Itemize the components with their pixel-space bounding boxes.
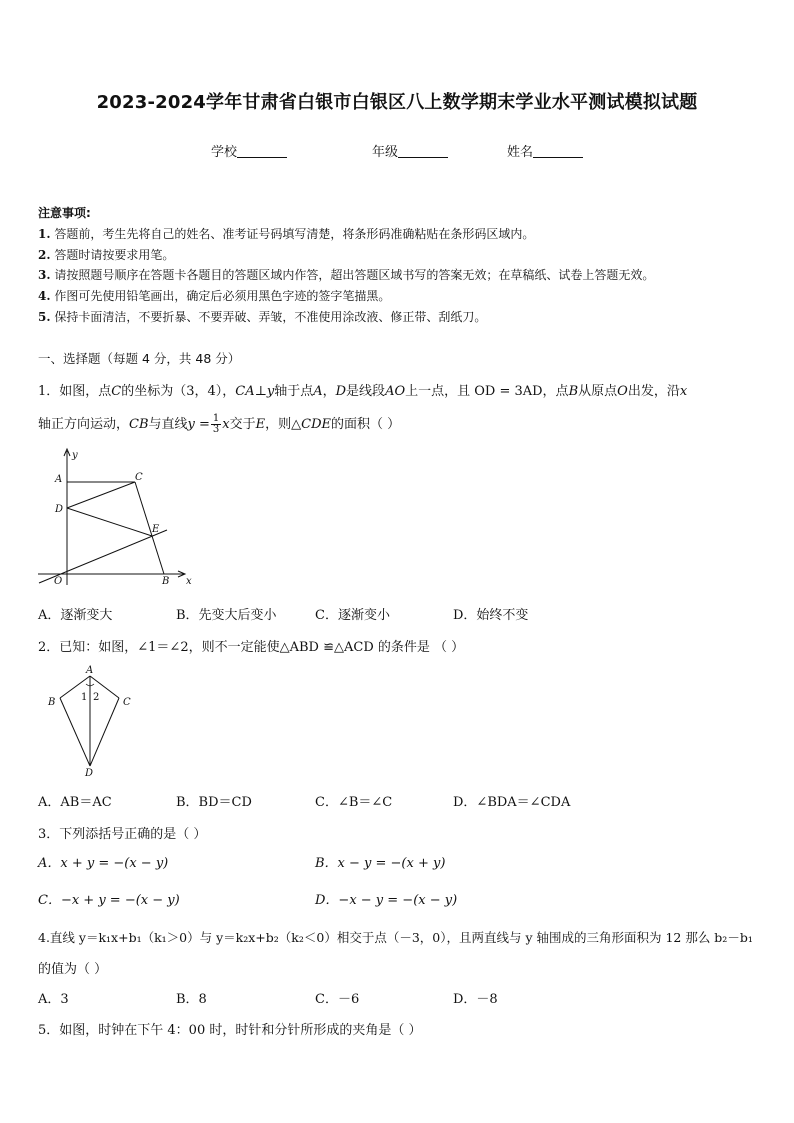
school-blank [237, 144, 287, 158]
q1-text: 是线段 [346, 384, 386, 399]
point-e-label: E [255, 417, 266, 432]
exam-title: 2023-2024学年甘肃省白银市白银区八上数学期末学业水平测试模拟试题 [96, 92, 698, 113]
q1-text: 1．如图，点 [38, 384, 112, 399]
note-text: 保持卡面清洁，不要折暴、不要弄破、弄皱，不准使用涂改液、修正带、刮纸刀。 [54, 310, 487, 324]
note-number: 3. [38, 268, 51, 282]
section-heading: 一、选择题（每题 4 分，共 48 分） [38, 351, 241, 366]
point-b-label: B [568, 384, 579, 399]
fig-label-x: x [186, 576, 192, 587]
fraction-numerator: 1 [212, 413, 220, 424]
note-number: 2. [38, 248, 51, 262]
q4-option-a[interactable]: A．3 [38, 992, 69, 1007]
note-item [38, 308, 486, 325]
note-text: 请按照题号顺序在答题卡各题目的答题区域内作答，超出答题区域书写的答案无效；在草稿纸、试卷上答题无效。 [54, 268, 655, 282]
question-4-line-2: 的值为（ ） [38, 962, 108, 977]
question-3-text: 3．下列添括号正确的是（ ） [38, 827, 207, 842]
question-5-text: 5．如图，时钟在下午 4：00 时，时针和分针所形成的夹角是（ ） [38, 1023, 422, 1038]
q1-option-d[interactable]: D．始终不变 [453, 608, 529, 623]
q3-option-a[interactable]: A．x + y = −(x − y) [38, 856, 169, 871]
segment-dc [67, 482, 135, 508]
x-axis-label: x [679, 384, 688, 399]
question-1-line-2 [38, 413, 400, 435]
q4-option-b[interactable]: B．8 [176, 992, 207, 1007]
q1-option-b[interactable]: B．先变大后变小 [176, 608, 277, 623]
note-item [38, 225, 534, 242]
note-item [38, 246, 174, 263]
note-text: 答题时请按要求用笔。 [54, 248, 175, 262]
q2-option-d[interactable]: D．∠BDA＝∠CDA [453, 795, 571, 810]
q1-text: 与直线 [148, 417, 188, 432]
angle-2-arc [90, 684, 94, 686]
fig-label-a: A [55, 474, 63, 485]
name-label: 姓名 [507, 145, 534, 160]
point-o-label: O [617, 384, 628, 399]
angle-1-arc [86, 684, 90, 686]
fig-label-e: E [152, 524, 160, 535]
fig-label-a: A [86, 665, 94, 676]
q4-option-c[interactable]: C．－6 [315, 992, 360, 1007]
name-blank [533, 144, 583, 158]
fraction-denominator: 3 [212, 424, 220, 435]
q4-option-d[interactable]: D．－8 [453, 992, 498, 1007]
note-text: 作图可先使用铅笔画出，确定后必须用黑色字迹的签字笔描黑。 [54, 289, 391, 303]
note-number: 4. [38, 289, 51, 303]
q1-text: ， [322, 384, 336, 399]
q1-text: 上一点，且 OD = 3AD，点 [405, 384, 569, 399]
segment-cb-label: CB [129, 417, 149, 432]
q2-option-b[interactable]: B．BD＝CD [176, 795, 252, 810]
perpendicular-expr: CA⊥y [235, 384, 275, 399]
school-field [211, 141, 287, 160]
fig-label-d: D [55, 504, 64, 515]
point-c-label: C [111, 384, 122, 399]
grade-blank [398, 144, 448, 158]
x-variable: x [222, 417, 230, 432]
q1-text: 轴正方向运动， [38, 417, 130, 432]
q1-text: 从原点 [578, 384, 618, 399]
q1-text: 轴于点 [274, 384, 314, 399]
q2-option-c[interactable]: C．∠B＝∠C [315, 795, 393, 810]
q3-option-c[interactable]: C．−x + y = −(x − y) [38, 893, 180, 908]
note-number: 5. [38, 310, 51, 324]
q1-text: 交于 [229, 417, 256, 432]
q3-option-d[interactable]: D．−x − y = −(x − y) [315, 893, 458, 908]
triangle-cde-label: CDE [301, 417, 331, 432]
segment-ao-label: AO [385, 384, 406, 399]
fig-angle-2: 2 [93, 692, 100, 703]
q1-option-c[interactable]: C．逐渐变小 [315, 608, 390, 623]
fig-label-o: O [54, 576, 63, 587]
note-number: 1. [38, 227, 51, 241]
line-equation-lhs: y = [187, 417, 210, 432]
name-field [507, 141, 583, 160]
q1-option-a[interactable]: A．逐渐变大 [38, 608, 113, 623]
point-d-label: D [335, 384, 347, 399]
grade-field [372, 141, 448, 160]
q1-text: 出发，沿 [627, 384, 680, 399]
fig-label-c: C [135, 472, 143, 483]
segment-bd [60, 698, 90, 766]
fraction-one-third [211, 414, 221, 435]
note-item [38, 266, 654, 283]
q1-text: ，则△ [265, 417, 302, 432]
grade-label: 年级 [372, 145, 399, 160]
note-text: 答题前，考生先将自己的姓名、准考证号码填写清楚，将条形码准确粘贴在条形码区域内。 [54, 227, 535, 241]
segment-de [67, 508, 152, 536]
note-item [38, 287, 390, 304]
q1-coordinate-figure [34, 447, 200, 591]
notes-heading: 注意事项: [38, 206, 91, 220]
school-label: 学校 [211, 145, 238, 160]
q2-option-a[interactable]: A．AB＝AC [38, 795, 112, 810]
fig-label-y: y [72, 450, 78, 461]
fig-label-c: C [123, 697, 131, 708]
fig-label-b: B [48, 697, 56, 708]
segment-cb [135, 482, 164, 574]
fig-label-b: B [162, 576, 170, 587]
q1-text: 的面积（ ） [331, 417, 401, 432]
q3-option-b[interactable]: B．x − y = −(x + y) [315, 856, 446, 871]
question-1-line-1 [38, 380, 687, 399]
question-4-line-1: 4.直线 y＝k₁x+b₁（k₁＞0）与 y＝k₂x+b₂（k₂＜0）相交于点（－3，0），且两直线与 y 轴围成的三角形面积为 12 那么 b₂－b₁ [38, 930, 753, 945]
q2-kite-figure [42, 662, 142, 780]
point-a-label: A [313, 384, 323, 399]
question-2-text: 2．已知：如图，∠1＝∠2，则不一定能使△ABD ≌△ACD 的条件是 （ ） [38, 640, 465, 655]
fig-label-d: D [85, 768, 94, 779]
segment-cd [90, 698, 119, 766]
fig-angle-1: 1 [81, 692, 88, 703]
q1-text: 的坐标为（3，4）， [121, 384, 236, 399]
